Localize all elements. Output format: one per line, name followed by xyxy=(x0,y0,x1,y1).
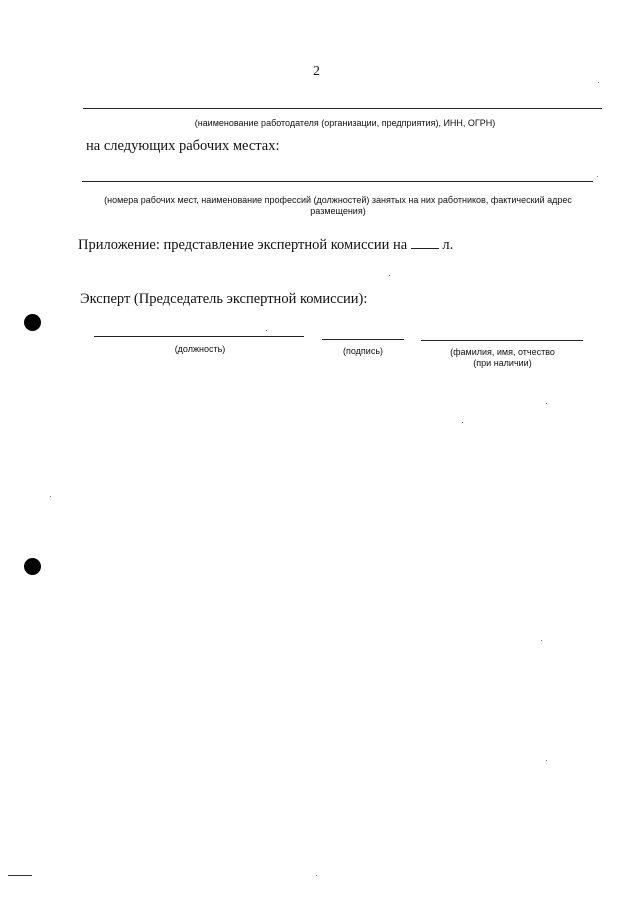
employer-line xyxy=(83,108,602,109)
scan-speck xyxy=(316,875,317,876)
page-number: 2 xyxy=(313,64,320,79)
scan-speck xyxy=(389,275,390,276)
punch-hole-top xyxy=(24,314,41,331)
attachment-blank xyxy=(411,236,439,249)
signature-caption: (подпись) xyxy=(342,346,384,356)
name-line xyxy=(421,340,583,341)
name-caption xyxy=(430,347,575,369)
employer-caption: (наименование работодателя (организации, предприятия), ИНН, ОГРН) xyxy=(194,118,496,128)
punch-hole-bottom xyxy=(24,558,41,575)
workplaces-label: на следующих рабочих местах: xyxy=(86,138,280,154)
workplaces-line xyxy=(82,181,593,182)
attachment-line xyxy=(78,236,453,254)
workplaces-caption-line-2: размещения) xyxy=(310,206,366,216)
scan-speck xyxy=(462,422,463,423)
scan-speck xyxy=(50,496,51,497)
expert-label: Эксперт (Председатель экспертной комиссии): xyxy=(80,291,368,307)
position-caption: (должность) xyxy=(174,344,226,354)
name-caption-line-1: (фамилия, имя, отчество xyxy=(450,347,555,357)
workplaces-caption xyxy=(88,195,588,217)
position-line xyxy=(94,336,304,337)
attachment-prefix: Приложение: представление экспертной комиссии на xyxy=(78,237,408,253)
scan-speck xyxy=(541,640,542,641)
attachment-suffix: л. xyxy=(442,237,454,253)
workplaces-caption-line-1: (номера рабочих мест, наименование профессий (должностей) занятых на них работников, фактический адрес xyxy=(104,195,572,205)
scan-speck xyxy=(598,82,599,83)
edge-mark xyxy=(8,875,32,876)
scan-speck xyxy=(597,176,598,177)
scan-speck xyxy=(546,760,547,761)
scan-speck xyxy=(266,330,267,331)
name-caption-line-2: (при наличии) xyxy=(473,358,532,368)
scan-speck xyxy=(546,403,547,404)
signature-line xyxy=(322,339,404,340)
